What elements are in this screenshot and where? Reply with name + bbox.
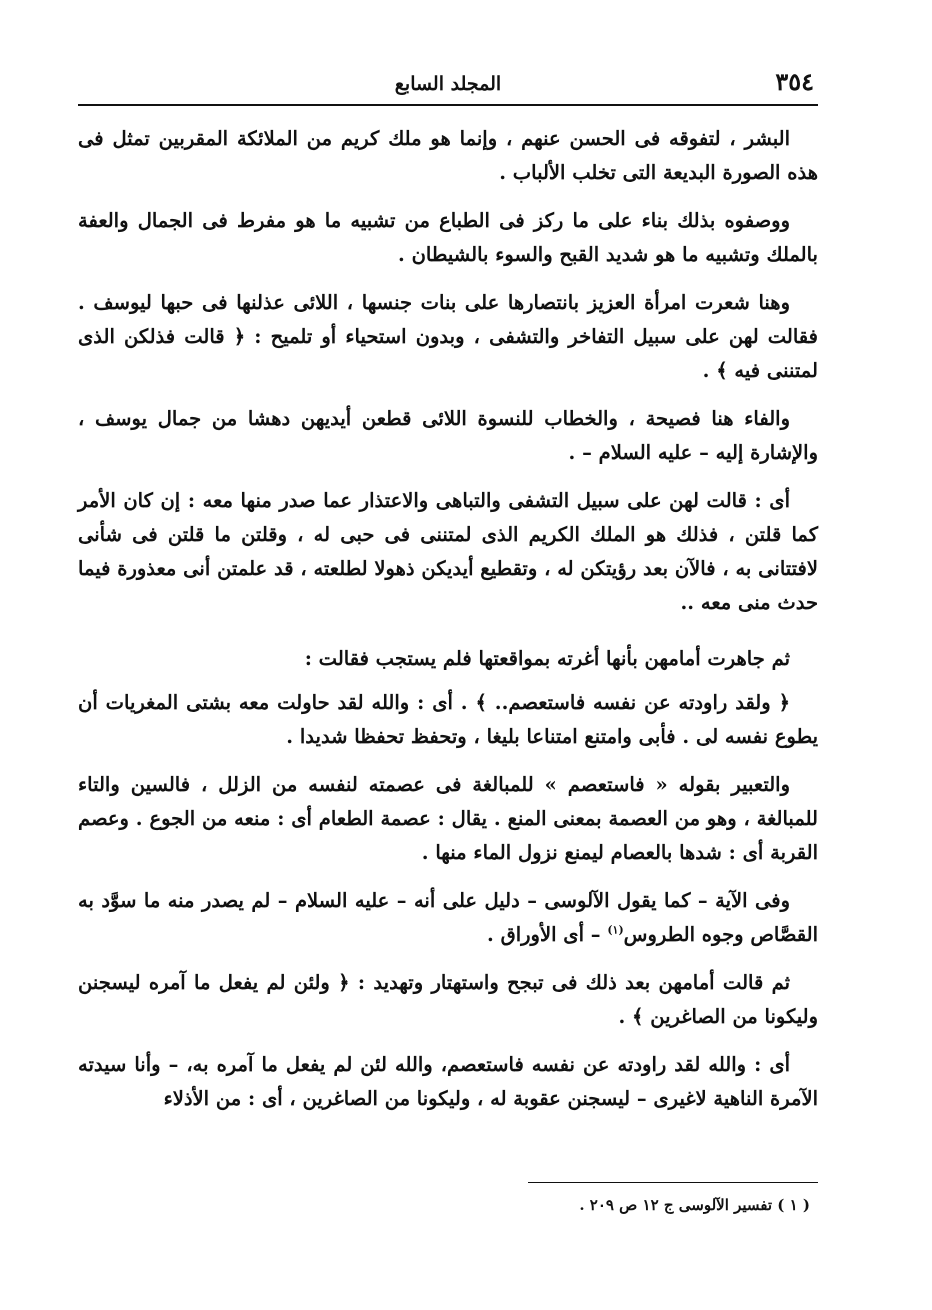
paragraph: وهنا شعرت امرأة العزيز بانتصارها على بنات جنسها ، اللائى عذلنها فى حبها ليوسف . فقالت لهن على سبيل التفاخر والتشفى ، وبدون استحياء أو تلميح : ﴿ قالت فذلكن الذى لمتننى فيه ﴾ . [78,291,818,382]
paragraph: ثم قالت أمامهن بعد ذلك فى تبجح واستهتار وتهديد : ﴿ ولئن لم يفعل ما آمره ليسجنن وليكونا من الصاغرين ﴾ . [78,971,818,1028]
paragraph: ووصفوه بذلك بناء على ما ركز فى الطباع من تشبيه ما هو مفرط فى الجمال والعفة بالملك وتشبيه ما هو شديد القبح والسوء بالشيطان . [78,209,818,266]
paragraph: ثم جاهرت أمامهن بأنها أغرته بمواقعتها فلم يستجب فقالت : [304,647,790,670]
book-page [78,64,818,1294]
paragraph: والفاء هنا فصيحة ، والخطاب للنسوة اللائى قطعن أيديهن دهشا من جمال يوسف ، والإشارة إليه – عليه السلام – . [78,407,818,464]
page-number: ٣٥٤ [775,67,814,96]
footnote: ( ١ ) تفسير الآلوسى ج ١٢ ص ٢٠٩ . [579,1196,810,1214]
volume-title: المجلد السابع [394,73,502,95]
footnote-marker: (١) [607,923,624,937]
footnote-divider [528,1182,818,1183]
paragraph-text-tail: – أى الأوراق . [487,923,608,946]
paragraph-text: وفى الآية – كما يقول الآلوسى – دليل على أنه – عليه السلام – لم يصدر منه ما سوَّد به القصَّاص وجوه الطروس [78,889,818,946]
paragraph: أى : والله لقد راودته عن نفسه فاستعصم، والله لئن لم يفعل ما آمره به، – وأنا سيدته الآمرة الناهية لاغيرى – ليسجنن عقوبة له ، وليكونا من الصاغرين ، أى : من الأذلاء [78,1053,818,1110]
body-text [78,122,818,1116]
paragraph: البشر ، لتفوقه فى الحسن عنهم ، وإنما هو ملك كريم من الملائكة المقربين تمثل فى هذه الصورة البديعة التى تخلب الألباب . [78,127,818,184]
paragraph: والتعبير بقوله « فاستعصم » للمبالغة فى عصمته لنفسه من الزلل ، فالسين والتاء للمبالغة ، وهو من العصمة بمعنى المنع . يقال : عصمة الطعام أى : منعه من الجوع . وعصم القربة أى : شدها بالعصام ليمنع نزول الماء منها . [78,773,818,864]
paragraph: أى : قالت لهن على سبيل التشفى والتباهى والاعتذار عما صدر منها معه : إن كان الأمر كما قلتن ، فذلك هو الملك الكريم الذى لمتننى فى حبى له ، وقلتن ما قلتن فى شأنى لافتتانى به ، فالآن بعد رؤيتكن له ، وتقطيع أيديكن ذهولا لطلعته ، قد علمتن أنى معذورة فيما حدث منى معه .. [78,489,818,614]
page-header [78,64,818,106]
paragraph: ﴿ ولقد راودته عن نفسه فاستعصم.. ﴾ . أى : والله لقد حاولت معه بشتى المغريات أن يطوع نفسه لى . فأبى وامتنع امتناعا بليغا ، وتحفظ تحفظا شديدا . [78,691,818,748]
paragraph-with-footnote [78,884,818,952]
